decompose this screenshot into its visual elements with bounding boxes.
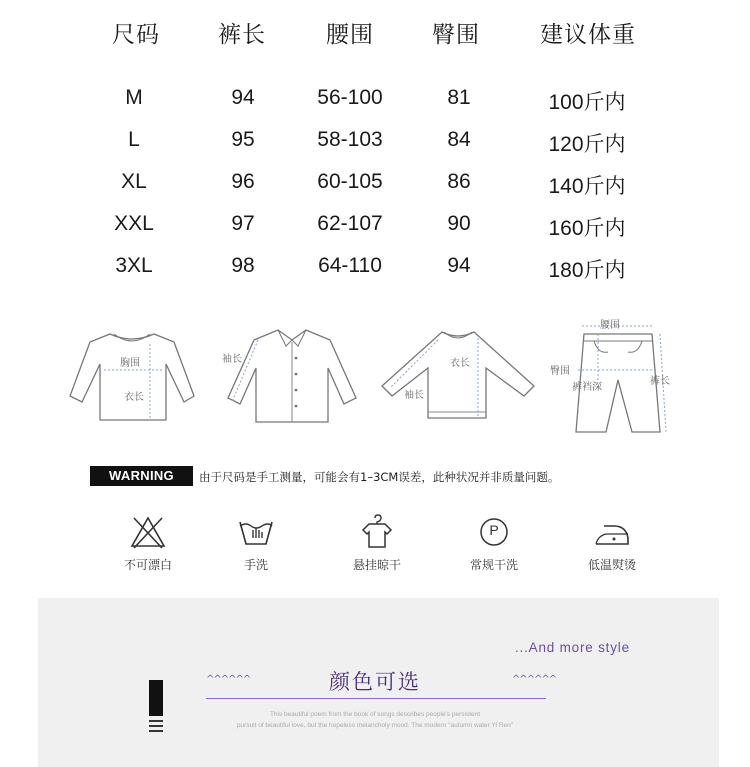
warning-text: 由于尺码是手工测量，可能会有1–3CM误差，此种状况并非质量问题。 bbox=[199, 470, 560, 484]
more-style-text: ...And more style bbox=[515, 640, 630, 655]
length-label: 裤长 bbox=[650, 376, 670, 387]
raglan-outline-icon bbox=[378, 326, 538, 426]
care-item-no-bleach bbox=[93, 514, 203, 573]
cell-size: M bbox=[125, 86, 143, 109]
low-iron-icon bbox=[592, 514, 632, 550]
header-hip: 臀围 bbox=[432, 22, 480, 48]
shirt-outline-icon bbox=[222, 326, 362, 426]
cell-weight: 120斤内 bbox=[548, 133, 626, 156]
cell-waist: 60-105 bbox=[317, 170, 383, 193]
header-waist: 腰围 bbox=[326, 22, 374, 48]
cell-weight: 140斤内 bbox=[548, 175, 626, 198]
cell-length: 94 bbox=[231, 86, 255, 109]
cell-weight: 100斤内 bbox=[548, 91, 626, 114]
wave-decoration-right: ^^^^^^ bbox=[512, 674, 557, 685]
cell-length: 95 bbox=[231, 128, 255, 151]
care-item-hang-dry bbox=[322, 514, 432, 573]
title-divider bbox=[206, 698, 546, 699]
header-weight: 建议体重 bbox=[540, 22, 636, 48]
cell-size: XXL bbox=[114, 212, 154, 235]
cell-hip: 86 bbox=[447, 170, 471, 193]
cell-waist: 64-110 bbox=[318, 254, 382, 277]
care-item-low-iron bbox=[557, 514, 667, 573]
care-item-hand-wash bbox=[201, 514, 311, 573]
care-item-dry-clean bbox=[439, 514, 549, 573]
sweater-diagram bbox=[66, 328, 198, 428]
wave-decoration-left: ^^^^^^ bbox=[206, 674, 251, 685]
length-label: 衣长 bbox=[450, 358, 470, 369]
cell-hip: 94 bbox=[447, 254, 471, 277]
cell-hip: 81 bbox=[447, 86, 471, 109]
cell-waist: 62-107 bbox=[317, 212, 383, 235]
cell-waist: 58-103 bbox=[317, 128, 383, 151]
decorative-bar-icon bbox=[149, 680, 163, 716]
decorative-stripe bbox=[149, 720, 163, 722]
header-pants-length: 裤长 bbox=[218, 22, 266, 48]
header-size: 尺码 bbox=[112, 22, 160, 48]
cell-length: 96 bbox=[231, 170, 255, 193]
raglan-diagram bbox=[378, 326, 538, 426]
color-options-title: 颜色可选 bbox=[329, 670, 421, 694]
sleeve-label: 袖长 bbox=[222, 354, 242, 365]
care-label: 低温熨烫 bbox=[587, 558, 636, 572]
dry-clean-symbol: P bbox=[489, 522, 499, 538]
hand-wash-icon bbox=[236, 514, 276, 550]
no-bleach-icon bbox=[128, 514, 168, 550]
care-label: 悬挂晾干 bbox=[352, 558, 401, 572]
pants-diagram bbox=[548, 314, 678, 439]
caption-line-2: pursuit of beautiful love, but the hopeless melancholy mood. The modern "autumn water Yi Ren" bbox=[236, 722, 514, 729]
sleeve-label: 袖长 bbox=[404, 390, 424, 401]
decorative-stripe bbox=[149, 730, 163, 732]
cell-size: 3XL bbox=[115, 254, 153, 277]
rise-label: 裤裆深 bbox=[572, 382, 602, 393]
cell-weight: 160斤内 bbox=[548, 217, 626, 240]
warning-badge: WARNING bbox=[90, 466, 193, 486]
cell-hip: 84 bbox=[447, 128, 471, 151]
cell-length: 97 bbox=[231, 212, 255, 235]
cell-size: XL bbox=[121, 170, 147, 193]
sweater-outline-icon bbox=[66, 328, 198, 428]
decorative-stripe bbox=[149, 725, 163, 727]
length-label: 衣长 bbox=[124, 392, 144, 403]
cell-weight: 180斤内 bbox=[548, 259, 626, 282]
waist-label: 腰围 bbox=[600, 320, 620, 331]
cell-waist: 56-100 bbox=[317, 86, 383, 109]
cell-size: L bbox=[128, 128, 140, 151]
cell-length: 98 bbox=[231, 254, 255, 277]
care-label: 常规干洗 bbox=[469, 558, 518, 572]
care-label: 手洗 bbox=[243, 558, 268, 572]
caption-line-1: This beautiful poem from the book of songs describes people's persistent bbox=[269, 711, 481, 718]
chest-label: 胸围 bbox=[120, 358, 140, 369]
hip-label: 臀围 bbox=[550, 366, 570, 377]
hang-dry-icon bbox=[357, 514, 397, 550]
cell-hip: 90 bbox=[447, 212, 471, 235]
care-label: 不可漂白 bbox=[123, 558, 172, 572]
shirt-diagram bbox=[222, 326, 362, 426]
